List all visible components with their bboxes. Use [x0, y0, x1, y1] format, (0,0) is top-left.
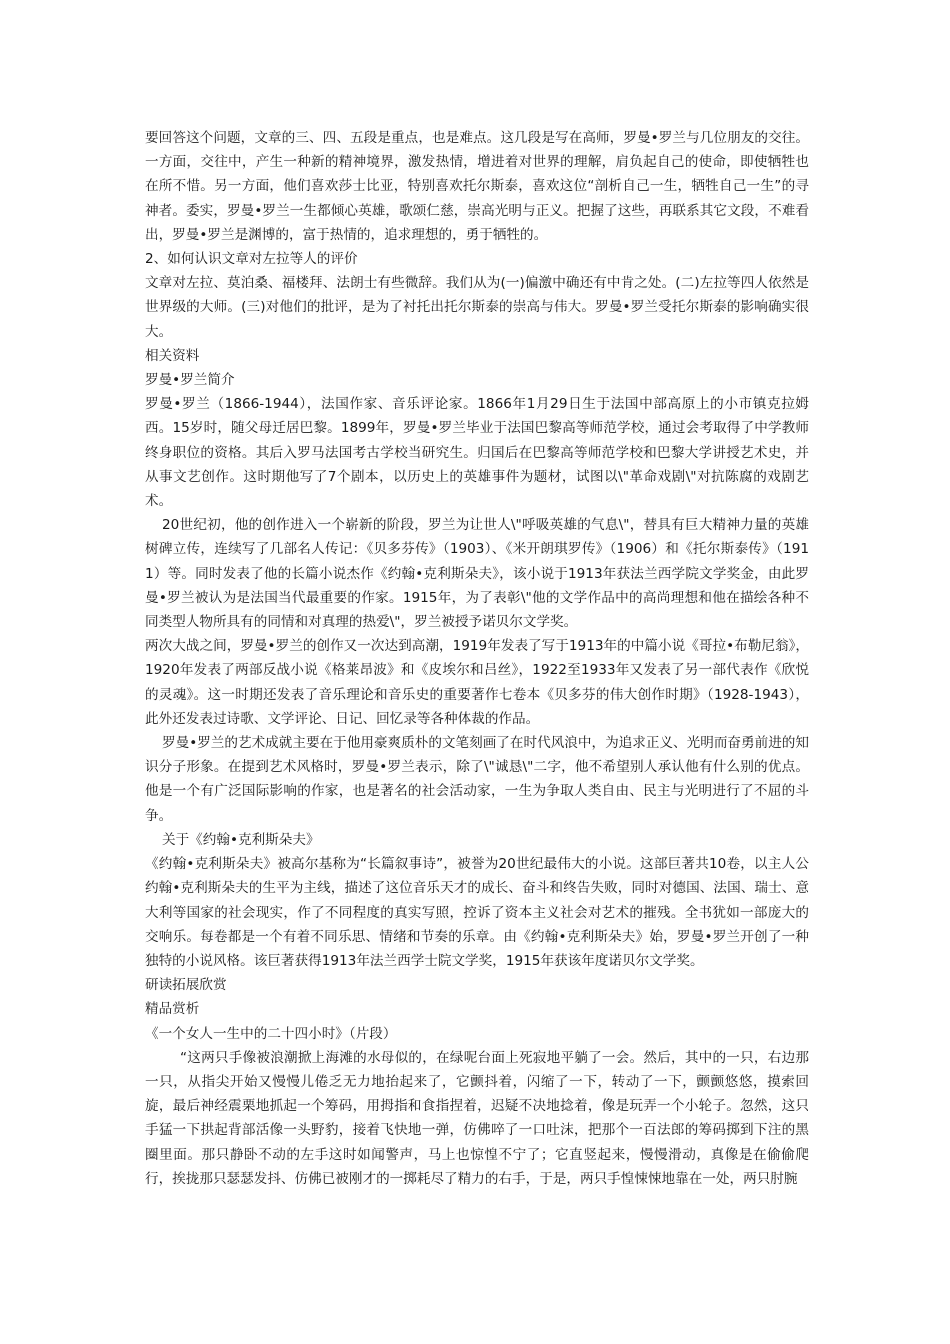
subheading-biography: 罗曼•罗兰简介: [145, 372, 235, 389]
excerpt-text: “这两只手像被浪潮掀上海滩的水母似的，在绿呢台面上死寂地平躺了一会。然后，其中的一只，右边那一只，从指尖开始又慢慢儿倦乏无力地抬起来了，它颤抖着，闪缩了一下，转动了一下，颤颤悠悠，摸索回旋，最后神经震栗地抓起一个筹码，用拇指和食指捏着，迟疑不决地捻着，像是玩弄一个小轮子。忽然，这只手猛一下拱起背部活像一头野豹，接着飞快地一弹，仿佛啐了一口吐沫，把那个一百法郎的筹码掷到下注的黑圈里面。那只静卧不动的左手这时如闻警声，马上也惊惶不宁了；它直竖起来，慢慢滑动，真像是在偷偷爬行，挨拢那只瑟瑟发抖、仿佛已被刚才的一掷耗尽了精力的右手，于是，两只手惶悚悚地靠在一处，两只肘腕: [145, 1049, 809, 1187]
paragraph-early-20th-century: 20世纪初，他的创作进入一个崭新的阶段，罗兰为让世人\"呼吸英雄的气息\"，替具有巨大精神力量的英雄树碑立传，连续写了几部名人传记：《贝多芬传》（1903）、《米开朗琪罗传》（1906）和《托尔斯泰传》（1911）等。同时发表了他的长篇小说杰作《约翰•克利斯朵夫》，该小说于1913年获法兰西学院文学奖金，由此罗曼•罗兰被认为是法国当代最重要的作家。1915年，为了表彰\"他的文学作品中的高尚理想和他在描绘各种不同类型人物所具有的同情和对真理的热爱\"，罗兰被授予诺贝尔文学奖。: [145, 517, 809, 631]
subheading-jean-christophe: 关于《约翰•克利斯朵夫》: [162, 831, 320, 848]
section-heading-reading: 研读拓展欣赏: [145, 977, 227, 994]
subheading-appreciation: 精品赏析: [145, 1001, 200, 1018]
paragraph-biography: 罗曼•罗兰（1866-1944），法国作家、音乐评论家。1866年1月29日生于法国中部高原上的小市镇克拉姆西。15岁时，随父母迁居巴黎。1899年，罗曼•罗兰毕业于法国巴黎高等师范学校，通过会考取得了中学教师终身职位的资格。其后入罗马法国考古学校当研究生。归国后在巴黎高等师范学校和巴黎大学讲授艺术史，并从事文艺创作。这时期他写了7个剧本，以历史上的英雄事件为题材，试图以\"革命戏剧\"对抗陈腐的戏剧艺术。: [145, 396, 809, 510]
question-heading: 2、如何认识文章对左拉等人的评价: [145, 251, 358, 268]
paragraph-artistic-achievement: 罗曼•罗兰的艺术成就主要在于他用豪爽质朴的文笔刻画了在时代风浪中，为追求正义、光明而奋勇前进的知识分子形象。在提到艺术风格时，罗曼•罗兰表示，除了\"诚恳\"二字，他不希望别人承认他有什么别的优点。他是一个有广泛国际影响的作家，也是著名的社会活动家，一生为争取人类自由、民主与光明进行了不屈的斗争。: [145, 735, 809, 824]
document-page: [145, 126, 809, 1191]
paragraph-interwar: 两次大战之间，罗曼•罗兰的创作又一次达到高潮，1919年发表了写于1913年的中篇小说《哥拉•布勒尼翁》，1920年发表了两部反战小说《格莱昂波》和《皮埃尔和吕丝》，1922至1933年又发表了另一部代表作《欣悦的灵魂》。这一时期还发表了音乐理论和音乐史的重要著作七卷本《贝多芬的伟大创作时期》（1928-1943），此外还发表过诗歌、文学评论、日记、回忆录等各种体裁的作品。: [145, 638, 809, 727]
paragraph-analysis: 要回答这个问题，文章的三、四、五段是重点，也是难点。这几段是写在高师，罗曼•罗兰与几位朋友的交往。一方面，交往中，产生一种新的精神境界，激发热情，增进着对世界的理解，肩负起自己的使命，即使牺牲也在所不惜。另一方面，他们喜欢莎士比亚，特别喜欢托尔斯泰，喜欢这位“剖析自己一生，牺牲自己一生”的寻神者。委实，罗曼•罗兰一生都倾心英雄，歌颂仁慈，崇高光明与正义。把握了这些，再联系其它文段，不难看出，罗曼•罗兰是渊博的，富于热情的，追求理想的，勇于牺牲的。: [145, 130, 809, 243]
excerpt-title: 《一个女人一生中的二十四小时》（片段）: [145, 1025, 397, 1042]
paragraph-critique: 文章对左拉、莫泊桑、福楼拜、法朗士有些微辞。我们从为(一)偏激中确还有中肯之处。(二)左拉等四人依然是世界级的大师。(三)对他们的批评，是为了衬托出托尔斯泰的崇高与伟大。罗曼•罗兰受托尔斯泰的影响确实很大。: [145, 275, 809, 340]
paragraph-jean-christophe: 《约翰•克利斯朵夫》被高尔基称为“长篇叙事诗”，被誉为20世纪最伟大的小说。这部巨著共10卷，以主人公约翰•克利斯朵夫的生平为主线，描述了这位音乐天才的成长、奋斗和终告失败，同时对德国、法国、瑞士、意大利等国家的社会现实，作了不同程度的真实写照，控诉了资本主义社会对艺术的摧残。全书犹如一部庞大的交响乐。每卷都是一个有着不同乐思、情绪和节奏的乐章。由《约翰•克利斯朵夫》始，罗曼•罗兰开创了一种独特的小说风格。该巨著获得1913年法兰西学士院文学奖，1915年获该年度诺贝尔文学奖。: [145, 856, 809, 969]
section-heading-materials: 相关资料: [145, 347, 200, 364]
